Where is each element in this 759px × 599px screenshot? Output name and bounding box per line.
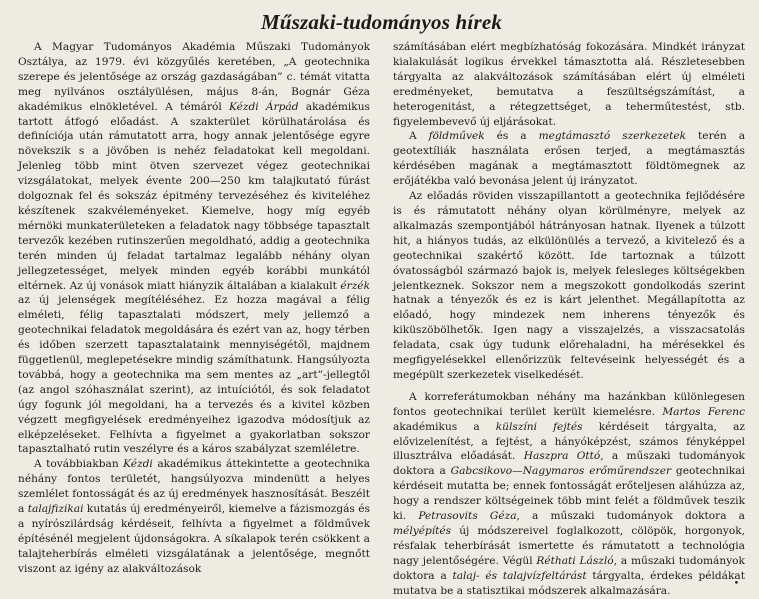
paragraph [393, 129, 745, 189]
emphasized-text: Petrasovits Géza [418, 510, 517, 523]
paragraph [393, 189, 745, 383]
paragraph-text: akadémikus áttekintette a geotechnika néhány fontos területét, hangsúlyozva mindenütt a helyes szemlélet fontosságát és az új eredmények hasznosítását. Beszélt a [18, 458, 370, 516]
article-columns [18, 40, 745, 599]
paragraph [393, 40, 745, 129]
emphasized-text: megtámasztó szerkezetek [538, 130, 687, 143]
emphasized-text: Réthati László [536, 554, 614, 567]
paragraph [18, 457, 370, 576]
paragraph-text: az új jelenségek megítéléséhez. Ez hozza magával a félig elméleti, félig tapasztalati módszert, mely jellemző a geotechnikai feladatok megoldására és ezért van az, hogy térben és időben szerzett tapasztalataink mennyiségétől, majdnem függetlenül, meglepetésekre mindig számíthatunk. Hangsúlyozta továbbá, hogy a geotechnika ma sem mentes az „art”-jellegtől (az angol szóhasználat szerint), az intuíciótól, és sok feladatot úgy fogunk jól megoldani, ha a tervezés és a kivitel közben végzett megfigyelések eredményeihez igazodva módosítjuk az elképzeléseket. Felhívta a figyelmet a gyakorlatban sokszor tapasztalható rutin veszélyre és a káros szabályzat szemléletre. [18, 294, 370, 456]
paragraph-text: terén a geotextíliák használata erősen terjed, a megtámasztás kérdésében magának a megtámasztott földtömegnek az erőjátékba való bevonása jelent új irányzatot. [393, 130, 746, 188]
emphasized-text: Kézdi [123, 458, 153, 471]
paragraph-text: A korreferátumokban néhány ma hazánkban különlegesen fontos geotechnikai terület került kiemelésre. [393, 390, 745, 418]
left-column [18, 40, 370, 599]
paragraph-text: kérdéseit tárgyalta, az elővizelenítést, a fejtést, a hányóképzést, számos fényképpel illusztrálva előadását. [393, 420, 746, 463]
paragraph-text: és a [484, 130, 539, 143]
paragraph-text: kutatás új eredményeiről, kiemelve a fázismozgás és a nyírószilárdság kérdéseit, felhívta a figyelmet a földművek építésénél megjelent újdonságokra. A síkalapok terén csökkent a talajteherbírás elméleti vizsgálatának a jelentősége, megnőtt viszont az igény az alakváltozások [18, 503, 370, 575]
paragraph-text: tárgyalta, érdekes példákat mutatva be a statisztikai módszerek alkalmazására. [393, 569, 745, 597]
paragraph-text: geotechnikai kérdéseit mutatta be; ennek fontosságát erőteljesen aláhúzza az, hogy a rendszer költségeinek több mint felét a földművek teszik ki. [393, 465, 745, 523]
emphasized-text: Martos Ferenc [662, 405, 746, 418]
paragraph-text: , a műszaki tudományok doktora a [393, 450, 745, 478]
paragraph-text: A [409, 130, 429, 143]
emphasized-text: talaj- és talajvízfeltárást [452, 569, 587, 582]
right-column [393, 40, 745, 599]
emphasized-text: érzék [340, 279, 370, 292]
emphasized-text: Gabcsikovo—Nagymaros erőműrendszer [450, 465, 672, 478]
paragraph-text: Az előadás röviden visszapillantott a geotechnika fejlődésére is és rámutatott néhány olyan körülményre, melyek az alkalmazás szempontjából hátrányosan hatnak. Ilyenek a túlzott hit, a hiányos tudás, az elkülönülés a tervező, a kivitelező és a geotechnikai szakértő között. Ide tartoznak a túlzott óvatosságból származó bajok is, melyek felesleges költségekben jelentkeznek. Sokszor nem a megszokott gondolkodás szerint hatnak a tényezők és ez is kárt jelenthet. Megállapította az előadó, hogy mindezek nem inherens tényezők és kiküszöbölhetők. Igen nagy a visszajelzés, a visszacsatolás feladata, csak úgy tudunk előrehaladni, ha mérésekkel és megfigyelésekkel ellenőrizzük feltevéseink helyességét és a megépült szerkezetek viselkedését. [393, 190, 745, 381]
paragraph-text: számításában elért megbízhatóság fokozására. Mindkét irányzat kialakulását logikus érvekkel támasztotta alá. Részletesebben tárgyalta az alakváltozások számításában elért új elméleti eredményeket, bemutatva a feszültségszámítást, a heterogenitást, a rétegzettséget, a teherműtestést, stb. figyelembevevő új eljárásokat. [393, 41, 745, 128]
emphasized-text: földművek [428, 130, 485, 143]
paragraph [18, 40, 370, 457]
paragraph-text: , a műszaki tudományok doktora a [393, 554, 745, 582]
paragraph-text: A Magyar Tudományos Akadémia Műszaki Tudományok Osztálya, az 1979. évi közgyűlés keretében, „A geotechnika szerepe és jelentősége az ország gazdaságában” c. témát vitatta meg nyilvános osztályülésen, május 8-án, Bognár Géza akadémikus elnökletével. A témáról [18, 41, 370, 113]
paragraph [393, 390, 745, 599]
emphasized-text: külszíni fejtés [495, 420, 583, 433]
paragraph-text: akadémikus tartott átfogó előadást. A szakterület körülhatárolása és definíciója után rámutatott arra, hogy annak jelentősége egyre növekszik s a jövőben is nehéz feladatokat kell megoldani. Jelenleg több mint ötven szervezet végez geotechnikai vizsgálatokat, melyek évente 200—250 km talajkutató fúrást dolgoznak fel és sokszáz épitmény tervezéséhez és kiviteléhez készítenek szakvéleményeket. Kiemelve, hogy míg egyéb mérnöki munkaterületeken a feladatok nagy többsége tapasztalt tervezők kezében rutinszerűen megoldható, addig a geotechnika terén minden új feladat tartalmaz legalább néhány olyan jellegzetességet, melyek minden egyéb korábbi munkától eltérnek. Az új vonások miatt hiányzik általában a kialakult [18, 100, 370, 292]
emphasized-text: mélyépítés [393, 525, 452, 537]
emphasized-text: Haszpra Ottó [523, 450, 601, 463]
emphasized-text: talajfizikai [27, 503, 84, 516]
end-mark: • [733, 579, 739, 589]
paragraph-text: , a műszaki tudományok doktora a [516, 510, 745, 523]
paragraph-text: akadémikus a [393, 420, 496, 433]
paragraph-text: A továbbiakban [34, 458, 124, 471]
article-title: Műszaki-tudományos hírek [260, 10, 503, 34]
paragraph-text: új módszereivel foglalkozott, cölöpök, horgonyok, résfalak teherbírását ismertette és rámutatott a technológia nagy jelentőségére. Végül [393, 525, 745, 567]
emphasized-text: Kézdi Árpád [229, 100, 299, 113]
